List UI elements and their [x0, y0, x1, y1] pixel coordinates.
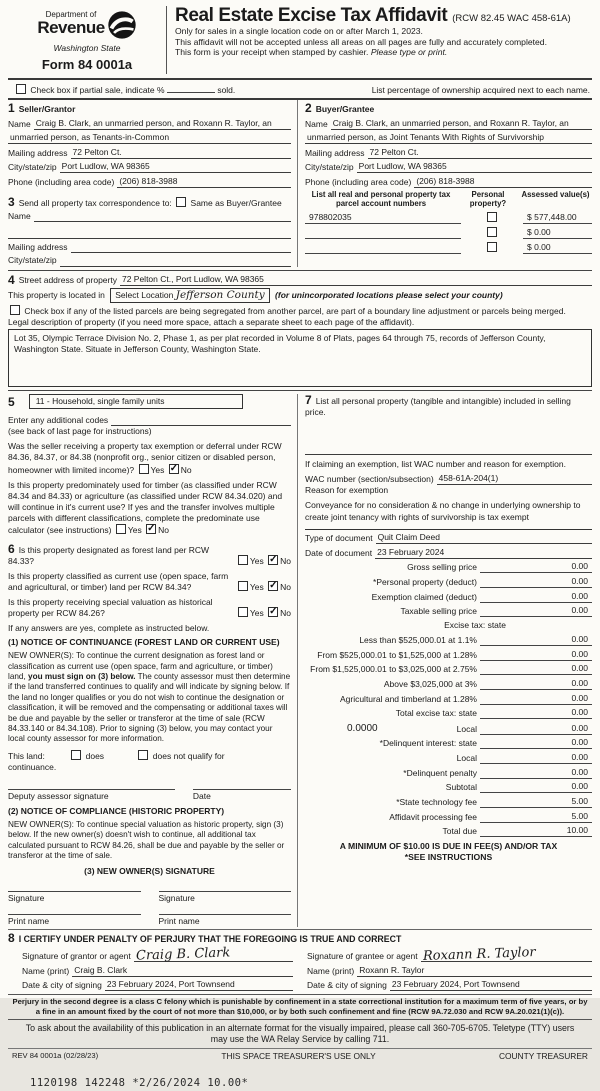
- wac-number-field[interactable]: 458-61A-204(1): [437, 473, 592, 485]
- corr-name-field[interactable]: [34, 211, 291, 222]
- parcel-col-assessed: Assessed value(s): [521, 189, 590, 199]
- washington-state-label: Washington State: [53, 43, 121, 54]
- tax-row: [305, 707, 592, 719]
- tax-value: 0.00: [571, 663, 588, 674]
- grantee-signature-label: Signature of grantee or agent: [307, 951, 418, 962]
- header-note-3-italic: Please type or print.: [370, 47, 448, 58]
- partial-percent-field[interactable]: [167, 83, 215, 93]
- tax-row: [305, 663, 592, 675]
- parcel-table-header: [305, 191, 592, 209]
- parcel-row: [305, 212, 592, 224]
- section-3-label: Send all property tax correspondence to:: [18, 197, 172, 208]
- section-4: [8, 274, 592, 388]
- tax-label: Total excise tax: state: [395, 708, 477, 719]
- buyer-mailing-label: Mailing address: [305, 147, 365, 158]
- tax-value: 0.00: [571, 648, 588, 659]
- does-not-label: does not qualify for: [152, 750, 225, 761]
- historic-property-question-text: Is this property receiving special valuation as historical property per RCW 84.26?: [8, 596, 213, 619]
- parcel-row: [305, 227, 592, 239]
- q6b-yes-checkbox[interactable]: [238, 581, 248, 591]
- parcel-col-numbers: List all real and personal property tax parcel account numbers: [311, 189, 451, 208]
- use-classification-column: [8, 394, 297, 927]
- tax-value-field[interactable]: [480, 693, 592, 705]
- tax-value-field[interactable]: [480, 678, 592, 690]
- tax-value: 0.00: [571, 707, 588, 718]
- seller-phone-label: Phone (including area code): [8, 176, 115, 187]
- see-back-note: (see back of last page for instructions): [8, 426, 152, 437]
- corr-name-label: Name: [8, 211, 31, 222]
- legal-description-label: Legal description of property (if you need more space, attach a separate sheet to each page of the affidavit).: [8, 317, 415, 328]
- tax-label: Local: [456, 753, 477, 764]
- tax-row: [305, 811, 592, 823]
- personal-property-checkbox[interactable]: [487, 242, 497, 252]
- certification-title: I CERTIFY UNDER PENALTY OF PERJURY THAT THE FOREGOING IS TRUE AND CORRECT: [18, 933, 402, 944]
- assessed-value-field[interactable]: $ 577,448.00: [523, 212, 592, 224]
- tax-value: 0.00: [571, 692, 588, 703]
- new-owner-signature-row: [8, 891, 291, 904]
- tax-value: 0.00: [571, 781, 588, 792]
- form-title-text: Real Estate Excise Tax Affidavit: [175, 5, 448, 26]
- tax-label: *Delinquent penalty: [403, 767, 477, 778]
- if-yes-note: If any answers are yes, complete as instructed below.: [8, 623, 210, 634]
- tax-label: *State technology fee: [396, 796, 477, 807]
- new-owner-print-row: [8, 914, 291, 927]
- this-land-label: This land:: [8, 750, 45, 761]
- grantor-signature-label: Signature of grantor or agent: [22, 951, 131, 962]
- same-as-buyer-label: Same as Buyer/Grantee: [190, 197, 282, 208]
- tax-row: [305, 796, 592, 808]
- section-7-number: 7: [305, 393, 312, 408]
- tax-value: 0.00: [571, 575, 588, 586]
- date-of-document-label: Date of document: [305, 547, 373, 558]
- segregated-checkbox[interactable]: [10, 305, 20, 315]
- deputy-assessor-label: Deputy assessor signature: [8, 790, 109, 801]
- q5a-yes-checkbox[interactable]: [139, 464, 149, 474]
- accessibility-note: To ask about the availability of this publication in an alternate format for the visually impaired, please call 360-705-6705. Teletype (TTY) users may use the WA Relay Service by calling 711.: [8, 1020, 592, 1049]
- tax-row-local: [305, 722, 592, 735]
- personal-property-list-field[interactable]: [305, 444, 592, 455]
- parcel-number-field[interactable]: 978802035: [305, 212, 461, 224]
- grantee-date-label: Date & city of signing: [307, 980, 387, 991]
- tax-value: 0.00: [571, 590, 588, 601]
- tax-value: 0.00: [571, 752, 588, 763]
- partial-sale-checkbox[interactable]: [16, 84, 26, 94]
- section-6-number: 6: [8, 541, 15, 556]
- located-note: (for unincorporated locations please select your county): [275, 289, 503, 300]
- tax-value: 0.00: [571, 766, 588, 777]
- grantee-print-field[interactable]: Roxann R. Taylor: [357, 965, 592, 977]
- partial-sale-suffix: sold.: [217, 84, 236, 95]
- tax-value: 0.00: [571, 677, 588, 688]
- corr-mailing-label: Mailing address: [8, 241, 68, 252]
- location-select[interactable]: [110, 288, 269, 304]
- date-of-document-field[interactable]: 23 February 2024: [375, 547, 592, 559]
- tax-row: [305, 693, 592, 705]
- no-label: No: [158, 524, 169, 535]
- tax-value-field[interactable]: [480, 796, 592, 808]
- tax-row: [305, 605, 592, 617]
- seller-name-field-line2[interactable]: unmarried person, as Tenants-in-Common: [8, 132, 291, 144]
- rev-form-id: REV 84 0001a (02/28/23): [12, 1050, 99, 1060]
- q5b-no-checkbox[interactable]: [146, 524, 156, 534]
- tax-value-field[interactable]: [480, 591, 592, 603]
- tax-row-total-due: [305, 825, 592, 837]
- buyer-name-field[interactable]: Craig B. Clark, an unmarried person, and Roxann R. Taylor, an: [331, 118, 592, 130]
- forest-land-question: [8, 543, 291, 567]
- grantee-print-label: Name (print): [307, 965, 355, 976]
- print-name-label: Print name: [8, 915, 50, 926]
- tax-value-field[interactable]: [480, 663, 592, 675]
- buyer-city-label: City/state/zip: [305, 162, 354, 173]
- notice-continuance-title: (1) NOTICE OF CONTINUANCE (FOREST LAND OR CURRENT USE): [8, 637, 280, 648]
- print-name-label: Print name: [158, 915, 200, 926]
- tax-value: 0.00: [571, 561, 588, 572]
- tax-label: Subtotal: [445, 782, 477, 793]
- personal-property-heading: List all personal property (tangible and intangible) included in selling price.: [305, 396, 571, 418]
- corr-city-label: City/state/zip: [8, 255, 57, 266]
- header-note-1: Only for sales in a single location code on or after March 1, 2023.: [175, 25, 423, 36]
- corr-mailing-field[interactable]: [71, 242, 291, 253]
- tax-label: Gross selling price: [407, 562, 477, 573]
- section-4-number: 4: [8, 272, 15, 287]
- segregated-label: Check box if any of the listed parcels are being segregated from another parcel, are part of a boundary line adjustment or parcels being merged.: [24, 306, 566, 317]
- does-not-checkbox[interactable]: [138, 750, 148, 760]
- yes-label: Yes: [249, 555, 264, 566]
- same-as-buyer-checkbox[interactable]: [176, 197, 186, 207]
- reason-for-exemption-label: Reason for exemption: [305, 484, 389, 495]
- section-3-number: 3: [8, 194, 15, 209]
- exemption-deferral-question-text: Was the seller receiving a property tax exemption or deferral under RCW 84.36, 84.37, or 84.38 (nonprofit org., senior citizen or disabled person, homeowner with limited income)?: [8, 441, 282, 475]
- notice-continuance-body: [8, 651, 291, 745]
- exemption-deferral-question: [8, 441, 291, 475]
- mid-block: [8, 394, 592, 927]
- continuance-label: continuance.: [8, 761, 57, 772]
- signature-label: Signature: [8, 892, 45, 903]
- partial-sale-row: [8, 80, 592, 100]
- q5a-no-checkbox[interactable]: [169, 464, 179, 474]
- seller-city-label: City/state/zip: [8, 162, 57, 173]
- exemption-intro: If claiming an exemption, list WAC number and reason for exemption.: [305, 459, 566, 470]
- notice-compliance-title: (2) NOTICE OF COMPLIANCE (HISTORIC PROPERTY): [8, 805, 225, 816]
- tax-value-field[interactable]: [480, 723, 592, 735]
- additional-codes-field[interactable]: [111, 415, 291, 426]
- tax-value: 0.00: [571, 722, 588, 733]
- yes-label: Yes: [150, 464, 165, 475]
- type-of-document-label: Type of document: [305, 533, 373, 544]
- tax-value-field[interactable]: [480, 605, 592, 617]
- assessed-value-field[interactable]: $ 0.00: [523, 242, 592, 254]
- q5b-yes-checkbox[interactable]: [116, 524, 126, 534]
- buyer-city-field[interactable]: Port Ludlow, WA 98365: [357, 161, 592, 173]
- minimum-due-text: A MINIMUM OF $10.00 IS DUE IN FEE(S) AND/OR TAX: [339, 841, 558, 852]
- tax-value: 0.00: [571, 737, 588, 748]
- seller-name-field[interactable]: Craig B. Clark, an unmarried person, and Roxann R. Taylor, an: [34, 118, 291, 130]
- tax-row: [305, 737, 592, 749]
- buyer-mailing-field[interactable]: 72 Pelton Ct.: [368, 147, 592, 159]
- tax-label: *Personal property (deduct): [373, 576, 477, 587]
- current-use-question: [8, 571, 291, 593]
- buyer-phone-field[interactable]: (206) 818-3988: [414, 176, 592, 188]
- notice-compliance-body: NEW OWNER(S): To continue special valuation as historic property, sign (3) below. If the new owner(s) doesn't wish to continue, all additional tax calculated pursuant to RCW 84.26, shall be due and payable by the seller or transferor at the time of sale.: [8, 820, 285, 861]
- section-8-number: 8: [8, 930, 15, 945]
- grantee-signature: Roxann R. Taylor: [422, 945, 536, 965]
- tax-label: Less than $525,000.01 at 1.1%: [359, 634, 477, 645]
- divider: [8, 390, 592, 391]
- tax-value-field[interactable]: [480, 811, 592, 823]
- buyer-name-label: Name: [305, 118, 328, 129]
- q6c-yes-checkbox[interactable]: [238, 607, 248, 617]
- q6c-no-checkbox[interactable]: [268, 607, 278, 617]
- tax-value-field[interactable]: [480, 752, 592, 764]
- ownership-note: List percentage of ownership acquired next to each name.: [371, 84, 590, 95]
- tax-label: Exemption claimed (deduct): [371, 591, 477, 602]
- tax-value-field[interactable]: [480, 707, 592, 719]
- buyer-phone-label: Phone (including area code): [305, 176, 412, 187]
- tax-row: [305, 561, 592, 573]
- no-label: No: [280, 608, 291, 619]
- location-handwritten-value: Jefferson County: [175, 288, 265, 301]
- tax-label: *Delinquent interest: state: [379, 738, 477, 749]
- divider: [8, 270, 592, 271]
- grantor-date-label: Date & city of signing: [22, 980, 102, 991]
- grantor-date-field[interactable]: 23 February 2024, Port Townsend: [105, 979, 293, 991]
- tax-row: [305, 767, 592, 779]
- seller-city-field[interactable]: Port Ludlow, WA 98365: [60, 161, 291, 173]
- deputy-date-label: Date: [192, 790, 211, 801]
- form-number: Form 84 0001a: [41, 57, 133, 73]
- tax-label: From $525,000.01 to $1,525,000 at 1.28%: [317, 649, 477, 660]
- buyer-column: [297, 100, 592, 266]
- new-owners-signature-title: (3) NEW OWNER(S) SIGNATURE: [84, 865, 215, 876]
- tax-row: [305, 752, 592, 764]
- personal-property-checkbox[interactable]: [487, 212, 497, 222]
- assessed-value-field[interactable]: $ 0.00: [523, 227, 592, 239]
- grantee-signature-field[interactable]: [421, 945, 592, 965]
- tax-value-field[interactable]: [480, 767, 592, 779]
- no-label: No: [180, 464, 192, 475]
- tax-value-field[interactable]: [480, 576, 592, 588]
- dor-swirl-logo-icon: [107, 10, 137, 43]
- parcel-number-field[interactable]: [305, 243, 461, 254]
- current-use-question-text: Is this property classified as current use (open space, farm and agricultural, or timber) land per RCW 84.34?: [8, 570, 229, 592]
- tax-value-field[interactable]: [480, 561, 592, 573]
- treasurer-use-label: THIS SPACE TREASURER'S USE ONLY: [221, 1050, 376, 1061]
- tax-value-field[interactable]: [480, 649, 592, 661]
- tax-value-field[interactable]: [480, 634, 592, 646]
- local-rate-value: 0.0000: [347, 722, 378, 734]
- form-title: [175, 6, 592, 26]
- grantor-signature-field[interactable]: [134, 945, 293, 964]
- tax-label: From $1,525,000.01 to $3,025,000 at 2.75%: [310, 664, 477, 675]
- tax-value: 5.00: [571, 795, 588, 806]
- seller-mailing-field[interactable]: 72 Pelton Ct.: [71, 147, 291, 159]
- reason-for-exemption-field[interactable]: Conveyance for no consideration & no change in underlying ownership to create joint tenancy with rights of survivorship is tax exempt: [305, 500, 581, 523]
- section-1-number: 1: [8, 101, 15, 116]
- yes-label: Yes: [127, 524, 142, 535]
- corr-name-field-line2[interactable]: [8, 228, 291, 239]
- tax-value-field[interactable]: [480, 825, 592, 837]
- street-address-field[interactable]: 72 Pelton Ct., Port Ludlow, WA 98365: [120, 274, 592, 286]
- q6b-no-checkbox[interactable]: [268, 581, 278, 591]
- form-title-code: (RCW 82.45 WAC 458-61A): [452, 13, 571, 24]
- parcel-row: [305, 242, 592, 254]
- seller-column: [8, 100, 297, 266]
- grantor-certification: [8, 945, 293, 991]
- tax-label: Local: [456, 723, 477, 734]
- see-instructions-text: *SEE INSTRUCTIONS: [404, 852, 493, 862]
- section-2-title: Buyer/Grantee: [315, 104, 375, 115]
- grantor-print-label: Name (print): [22, 965, 70, 976]
- grantor-print-field[interactable]: Craig B. Clark: [72, 965, 293, 977]
- tax-row: [305, 634, 592, 646]
- tax-value: 0.00: [571, 633, 588, 644]
- dept-of-label: Department of: [45, 10, 97, 19]
- divider: [8, 929, 592, 930]
- tax-label: Agricultural and timberland at 1.28%: [339, 693, 477, 704]
- legal-description-field[interactable]: Lot 35, Olympic Terrace Division No. 2, Phase 1, as per plat recorded in Volume 8 of Plats, pages 64 through 75, records of Jefferson County, Washington State. Situate in Jefferson County, Washington State.: [8, 329, 592, 387]
- deputy-assessor-row: [8, 789, 291, 802]
- buyer-name-field-line2[interactable]: unmarried person, as Joint Tenants With Rights of Survivorship: [305, 132, 592, 144]
- q6a-yes-checkbox[interactable]: [238, 555, 248, 565]
- q6a-no-checkbox[interactable]: [268, 555, 278, 565]
- header-note-2: This affidavit will not be accepted unless all areas on all pages are fully and accurately completed.: [175, 36, 547, 47]
- parcel-col-personal: Personal property?: [469, 189, 507, 208]
- divider: [305, 529, 592, 530]
- grantee-certification: [307, 945, 592, 991]
- tax-value: 0.00: [571, 605, 588, 616]
- agency-logo-block: [8, 6, 166, 74]
- tax-label: Total due: [442, 826, 477, 837]
- additional-codes-label: Enter any additional codes: [8, 415, 109, 426]
- type-of-document-field[interactable]: Quit Claim Deed: [376, 532, 592, 544]
- cashier-stamp: 1120198 142248 *2/26/2024 10.00*: [30, 1077, 249, 1090]
- footer-row: [8, 1049, 592, 1064]
- certification-section: [8, 932, 592, 992]
- does-label: does: [85, 750, 105, 761]
- historic-property-question: [8, 597, 291, 619]
- notice-continuance-post: The county assessor must then determine if the land transferred continues to qualify and will indicate by signing below. If the land no longer qualifies or you do not wish to continue the designation or classification, it will be removed and the compensating or additional taxes will be due and payable by the seller or transferor at the time of sale (RCW 84.33.140 or 84.34.108). Prior to signing (3) below, you may contact your local county assessor for more information.: [8, 671, 291, 744]
- perjury-note: Perjury in the second degree is a class C felony which is punishable by confinement in a state correctional institution for a maximum term of five years, or by a fine in an amount fixed by the court of not more than $10,000, or by both such confinement and fine (RCW 9A.72.030 and RCW 9A.20.021(1)(c)).: [8, 994, 592, 1019]
- header-note-3-plain: This form is your receipt when stamped by cashier.: [175, 47, 371, 58]
- county-treasurer-label: COUNTY TREASURER: [498, 1050, 588, 1061]
- tax-row: [305, 649, 592, 661]
- street-address-label: Street address of property: [18, 274, 117, 285]
- land-qualify-row: [8, 750, 291, 773]
- revenue-wordmark: Revenue: [37, 18, 105, 38]
- form-header: [8, 6, 592, 80]
- wac-number-label: WAC number (section/subsection): [305, 473, 434, 484]
- yes-label: Yes: [249, 608, 264, 619]
- tax-column: [297, 394, 592, 927]
- grantee-date-field[interactable]: 23 February 2024, Port Townsend: [390, 979, 592, 991]
- yes-label: Yes: [249, 581, 264, 592]
- does-checkbox[interactable]: [71, 750, 81, 760]
- tax-label: Affidavit processing fee: [389, 811, 477, 822]
- title-block: [166, 6, 592, 74]
- grantor-signature: Craig B. Clark: [135, 945, 231, 964]
- notice-continuance-bold: you must sign on (3) below.: [28, 671, 136, 681]
- seller-name-label: Name: [8, 118, 31, 129]
- seller-phone-field[interactable]: (206) 818-3988: [117, 176, 291, 188]
- tax-value-field[interactable]: [480, 737, 592, 749]
- tax-value: 5.00: [571, 810, 588, 821]
- partial-sale-label: Check box if partial sale, indicate %: [30, 84, 165, 95]
- no-label: No: [280, 555, 291, 566]
- minimum-due-note: [305, 841, 592, 862]
- predominate-use-question-text: Is this property predominately used for timber (as classified under RCW 84.34 and 84.33) or agriculture (as classified under RCW 84.34.020) and will continue in it's current use? If yes and the transfer involves multiple parcels with different classifications, complete the predominate use calculator (see instructions): [8, 479, 283, 535]
- tax-label: Taxable selling price: [400, 606, 477, 617]
- tax-label: Above $3,025,000 at 3%: [383, 678, 477, 689]
- section-1-title: Seller/Grantor: [18, 104, 76, 115]
- tax-row: [305, 576, 592, 588]
- parties-block: [8, 100, 592, 266]
- located-in-label: This property is located in: [8, 289, 105, 300]
- predominate-use-question: [8, 480, 291, 536]
- tax-row: [305, 678, 592, 690]
- corr-city-field[interactable]: [60, 256, 291, 267]
- location-select-placeholder: Select Location: [115, 289, 174, 300]
- use-code-select[interactable]: 11 - Household, single family units: [29, 394, 243, 409]
- section-5-number: 5: [8, 394, 15, 409]
- forest-land-question-text: Is this property designated as forest land per RCW 84.33?: [8, 544, 210, 566]
- section-2-number: 2: [305, 101, 312, 116]
- tax-row: [305, 591, 592, 603]
- no-label: No: [280, 581, 291, 592]
- personal-property-checkbox[interactable]: [487, 227, 497, 237]
- seller-mailing-label: Mailing address: [8, 147, 68, 158]
- tax-value-field[interactable]: [480, 781, 592, 793]
- signature-label: Signature: [158, 892, 195, 903]
- notice-continuance-pre: NEW OWNER(S): To continue the current designation as forest land or classification as current use (open space, farm and agriculture, or timber) land,: [8, 651, 273, 681]
- header-note-3: [175, 47, 592, 58]
- tax-value: 10.00: [566, 825, 588, 836]
- excise-tax-state-header: Excise tax: state: [444, 620, 506, 631]
- tax-row: [305, 781, 592, 793]
- parcel-number-field[interactable]: [305, 228, 461, 239]
